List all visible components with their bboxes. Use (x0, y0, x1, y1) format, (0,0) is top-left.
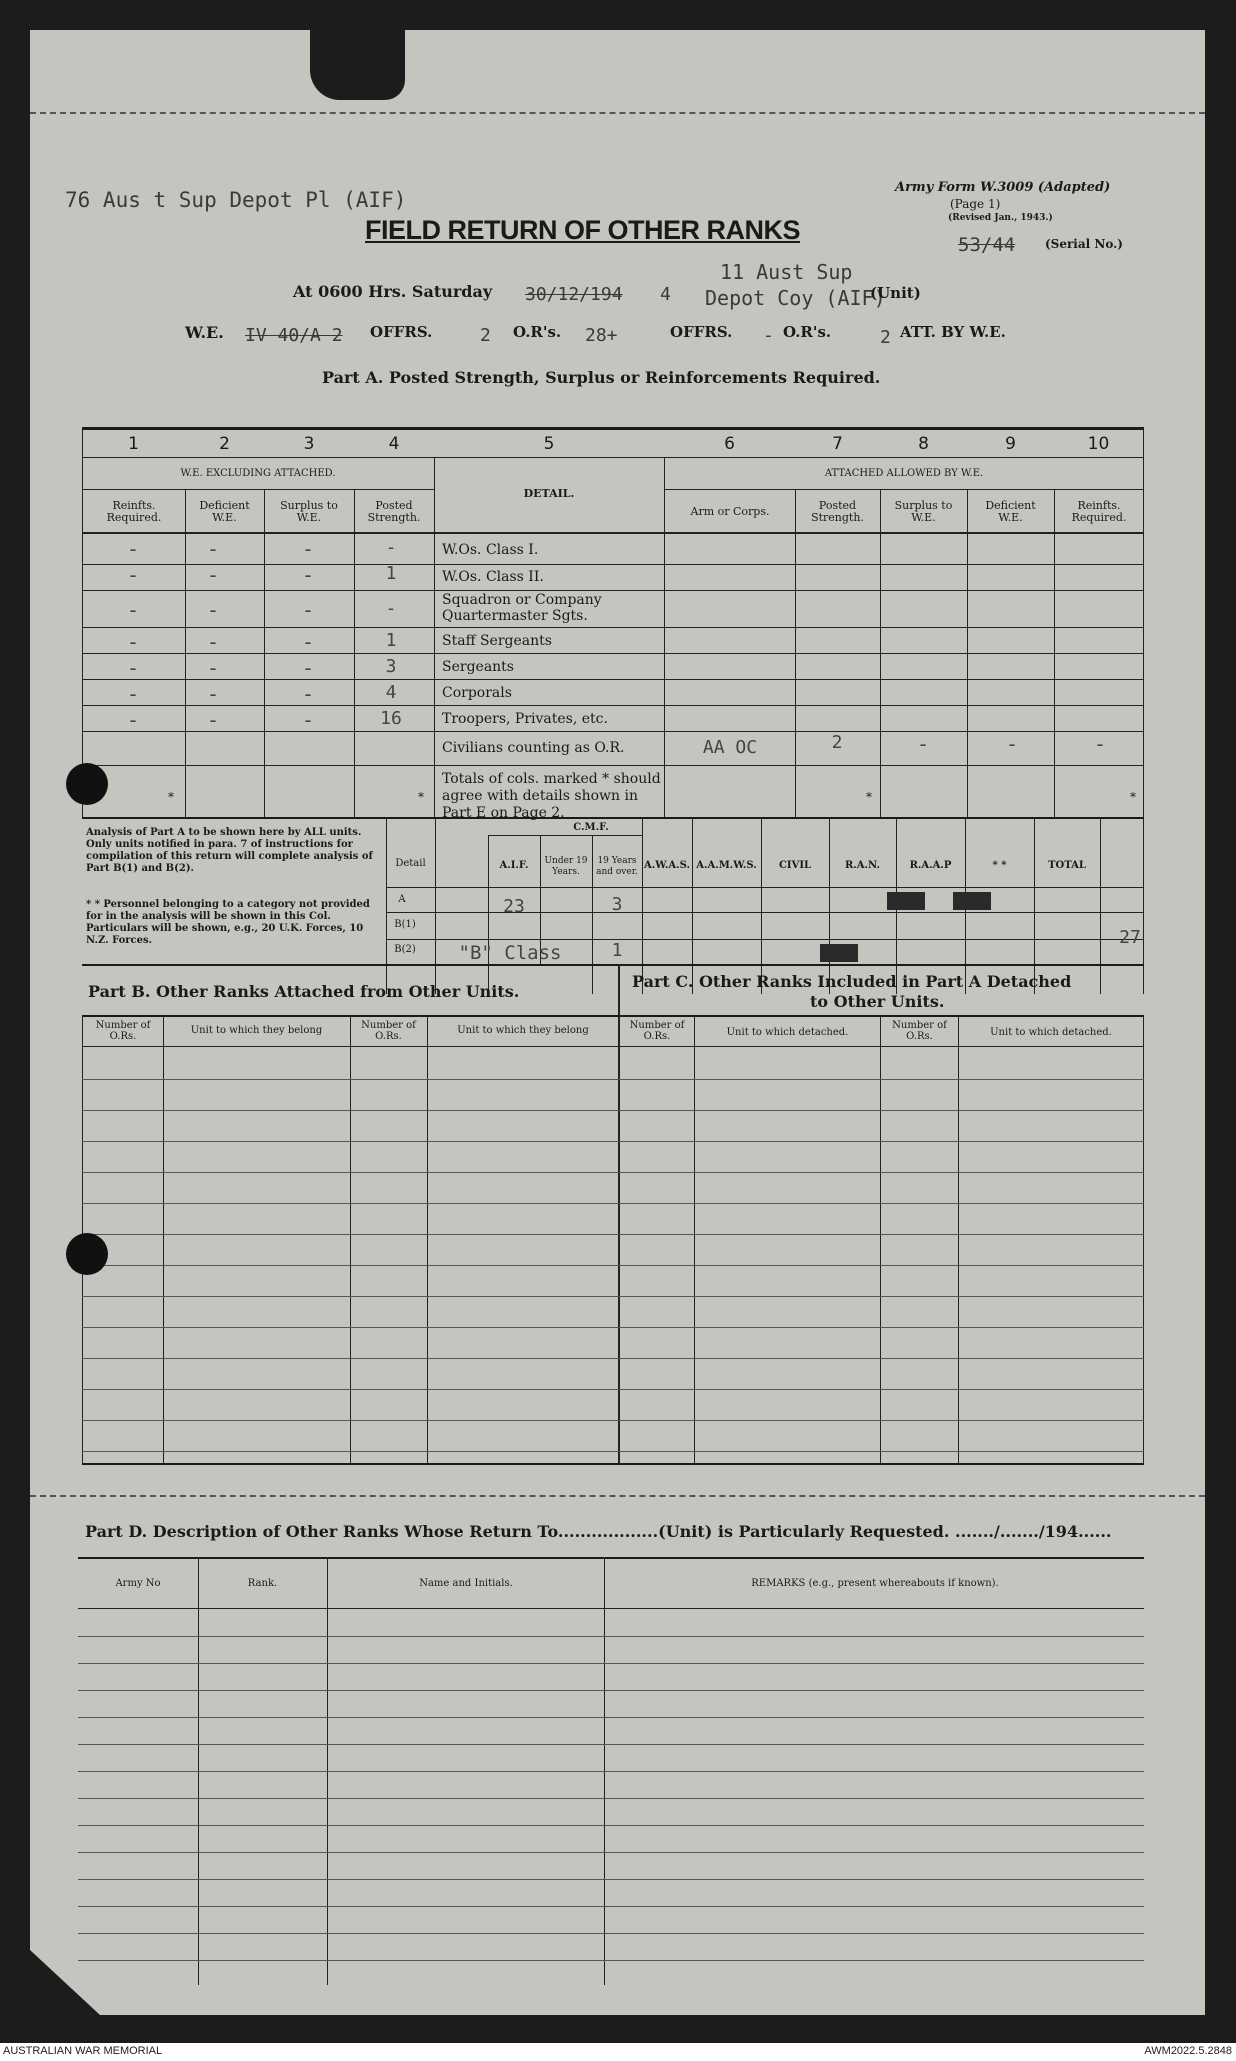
header-surplus: Surplus to W.E. (280, 499, 338, 524)
part-a-cell: - (126, 656, 140, 680)
part-d-title: Part D. Description of Other Ranks Whose Return To..................(Unit) is Particularly Requested. ......./......./194...... (85, 1522, 1112, 1541)
analysis-raap: R.A.A.P (909, 860, 952, 871)
part-a-cell: - (126, 682, 140, 706)
typed-unit-top: 76 Aus t Sup Depot Pl (AIF) (65, 188, 407, 212)
header-reinfts: Reinfts. Required. (106, 499, 162, 524)
col-number: 6 (724, 434, 735, 454)
detail-row-label: Troopers, Privates, etc. (442, 711, 608, 727)
star-mark: * (866, 790, 872, 804)
detail-header: DETAIL. (523, 487, 575, 500)
footer-left: AUSTRALIAN WAR MEMORIAL (3, 2045, 163, 2057)
analysis-aamws: A.A.M.W.S. (696, 860, 757, 871)
part-a-cell: - (385, 537, 397, 558)
part-a-cell: - (126, 598, 140, 622)
col-number: 2 (219, 434, 230, 454)
we-label: W.E. (185, 323, 224, 342)
part-a-cell: - (206, 563, 220, 587)
part-a-cell: - (206, 708, 220, 732)
col-number: 10 (1087, 434, 1110, 454)
part-b-unit-header: Unit to which they belong (190, 1025, 323, 1036)
analysis-note-2: * * Personnel belonging to a category not provided for in the analysis will be shown in this Col. Particulars will be shown, e.g., 20 U.K. Forces, 10 N.Z. Forces. (86, 899, 370, 946)
part-c-num-header: Number of O.Rs. (892, 1020, 947, 1042)
col-number: 3 (303, 434, 315, 454)
part-d-remarks-header: REMARKS (e.g., present whereabouts if known). (751, 1578, 999, 1589)
part-a-cell: - (301, 537, 315, 561)
part-d-army-header: Army No (115, 1578, 161, 1589)
redaction-civil (820, 944, 858, 962)
group-header-left: W.E. EXCLUDING ATTACHED. (180, 468, 336, 479)
part-c-num-header: Number of O.Rs. (629, 1020, 685, 1042)
offrs2-value: - (763, 325, 774, 346)
part-a-cell: - (126, 537, 140, 561)
part-a-cell: - (126, 630, 140, 654)
ors-value: 28+ (585, 325, 618, 346)
we-value: IV 40/A 2 (245, 325, 343, 346)
analysis-total: TOTAL (1048, 860, 1086, 871)
serial-label: (Serial No.) (1045, 237, 1123, 251)
part-b-num-header: Number of O.Rs. (361, 1020, 416, 1042)
offrs-value: 2 (480, 325, 491, 346)
redaction-ran (887, 892, 925, 910)
col-number: 5 (543, 434, 555, 454)
analysis-row-b2: B(2) (394, 944, 416, 955)
analysis-row-a: A (398, 894, 406, 905)
tape-mark-top (310, 30, 405, 100)
analysis-under19: Under 19 Years. (544, 856, 588, 877)
attached-posted-value: 2 (831, 732, 843, 753)
form-title: FIELD RETURN OF OTHER RANKS (365, 215, 800, 245)
a-over19-value: 3 (611, 894, 623, 915)
attached-arm-value: AA OC (702, 737, 758, 758)
header-arm: Arm or Corps. (690, 505, 770, 518)
army-form-label: Army Form W.3009 (Adapted) (895, 180, 1111, 195)
analysis-row-b1: B(1) (394, 919, 416, 930)
header-deficient-att: Deficient W.E. (985, 499, 1036, 524)
punch-hole (66, 763, 108, 805)
archive-footer (0, 2043, 1236, 2061)
detail-row-label: Staff Sergeants (442, 633, 552, 649)
totals-label: Totals of cols. marked * should agree with details shown in Part E on Page 2. (442, 771, 661, 821)
detail-row-label: W.Os. Class II. (442, 569, 544, 585)
col-number: 7 (832, 434, 843, 454)
page-label: (Page 1) (950, 197, 1001, 211)
attached-reinfts-value: - (1093, 732, 1107, 756)
year-digit: 4 (660, 284, 671, 305)
part-a-title: Part A. Posted Strength, Surplus or Reinforcements Required. (322, 368, 881, 387)
ors-label: O.R's. (513, 323, 562, 341)
total-value: 27 (1119, 927, 1141, 948)
col-number: 4 (388, 434, 400, 454)
part-b-unit-header: Unit to which they belong (457, 1025, 589, 1036)
a-aif-value: 23 (503, 896, 525, 917)
part-b-title: Part B. Other Ranks Attached from Other Units. (88, 982, 520, 1001)
col-number: 9 (1005, 434, 1016, 454)
footer-right: AWM2022.5.2848 (1144, 2045, 1232, 2057)
header-surplus-att: Surplus to W.E. (894, 499, 953, 524)
analysis-ran: R.A.N. (844, 860, 880, 871)
analysis-cmf: C.M.F. (573, 822, 609, 833)
part-a-cell: - (301, 656, 315, 680)
punch-hole (66, 1233, 108, 1275)
part-c-unit-header: Unit to which detached. (726, 1027, 849, 1038)
redaction-raap (953, 892, 991, 910)
offrs-label: OFFRS. (370, 323, 433, 341)
part-a-cell: 1 (385, 563, 397, 584)
part-d-rank-header: Rank. (247, 1578, 278, 1589)
header-posted-att: Posted Strength. (811, 499, 864, 524)
attached-surplus-value: - (916, 732, 930, 756)
attached-deficient-value: - (1005, 732, 1019, 756)
form-paper (30, 30, 1205, 2015)
star-mark: * (168, 790, 174, 804)
part-a-cell: - (301, 682, 315, 706)
perforation-middle (30, 1495, 1205, 1497)
part-a-cell: - (385, 598, 397, 619)
star-mark: * (418, 790, 424, 804)
revised-label: (Revised Jan., 1943.) (948, 213, 1053, 223)
ors2-value: 2 (880, 327, 891, 348)
b-over19-value: 1 (611, 940, 623, 961)
part-a-cell: - (126, 563, 140, 587)
analysis-stars: * * (992, 860, 1007, 871)
part-a-cell: - (206, 682, 220, 706)
unit-typed-2: Depot Coy (AIF) (705, 286, 886, 310)
part-a-cell: - (126, 708, 140, 732)
header-reinfts-att: Reinfts. Required. (1071, 499, 1127, 524)
part-a-cell: - (301, 598, 315, 622)
part-a-cell: 1 (385, 630, 397, 651)
perforation-top (30, 112, 1205, 114)
part-c-unit-header: Unit to which detached. (990, 1027, 1112, 1038)
ors2-label: O.R's. (783, 323, 832, 341)
analysis-note-1: Analysis of Part A to be shown here by ALL units. Only units notified in para. 7 of instructions for compilation of this return will complete analysis of Part B(1) and B(2). (86, 827, 373, 874)
detail-row-label: Corporals (442, 685, 512, 701)
date-typed: 30/12/194 (525, 284, 623, 305)
part-c-title-2: to Other Units. (810, 992, 945, 1011)
part-a-cell: 4 (385, 682, 397, 703)
part-a-cell: - (206, 598, 220, 622)
analysis-civil: CIVIL (778, 860, 812, 871)
header-posted: Posted Strength. (367, 499, 421, 524)
part-b-num-header: Number of O.Rs. (95, 1020, 151, 1042)
detail-row-label: W.Os. Class I. (442, 542, 539, 558)
part-a-cell: - (206, 656, 220, 680)
col-number: 8 (918, 434, 929, 454)
att-label: ATT. BY W.E. (900, 323, 1006, 341)
part-d-name-header: Name and Initials. (419, 1578, 513, 1589)
analysis-detail-label: Detail (395, 858, 426, 869)
detail-row-label: Civilians counting as O.R. (442, 740, 625, 756)
part-a-cell: 3 (385, 656, 397, 677)
part-a-cell: - (206, 537, 220, 561)
detail-row-label: Squadron or Company Quartermaster Sgts. (442, 592, 602, 624)
analysis-aif: A.I.F. (499, 860, 529, 871)
analysis-awas: A.W.A.S. (644, 860, 690, 871)
star-mark: * (1130, 790, 1136, 804)
part-a-cell: - (301, 630, 315, 654)
part-a-cell: 16 (380, 708, 402, 729)
unit-typed-1: 11 Aust Sup (720, 260, 853, 284)
header-deficient: Deficient W.E. (199, 499, 250, 524)
part-a-cell: - (301, 563, 315, 587)
b-class-value: "B" Class (458, 942, 562, 964)
part-a-cell: - (206, 630, 220, 654)
serial-value: 53/44 (958, 234, 1016, 256)
group-header-right: ATTACHED ALLOWED BY W.E. (824, 468, 984, 479)
offrs2-label: OFFRS. (670, 323, 733, 341)
at-label: At 0600 Hrs. Saturday (293, 282, 493, 301)
col-number: 1 (128, 434, 139, 454)
unit-label: (Unit) (870, 284, 921, 302)
part-a-cell: - (301, 708, 315, 732)
detail-row-label: Sergeants (442, 659, 514, 675)
analysis-over19: 19 Years and over. (596, 856, 638, 877)
part-c-title: Part C. Other Ranks Included in Part A Detached (632, 972, 1072, 991)
